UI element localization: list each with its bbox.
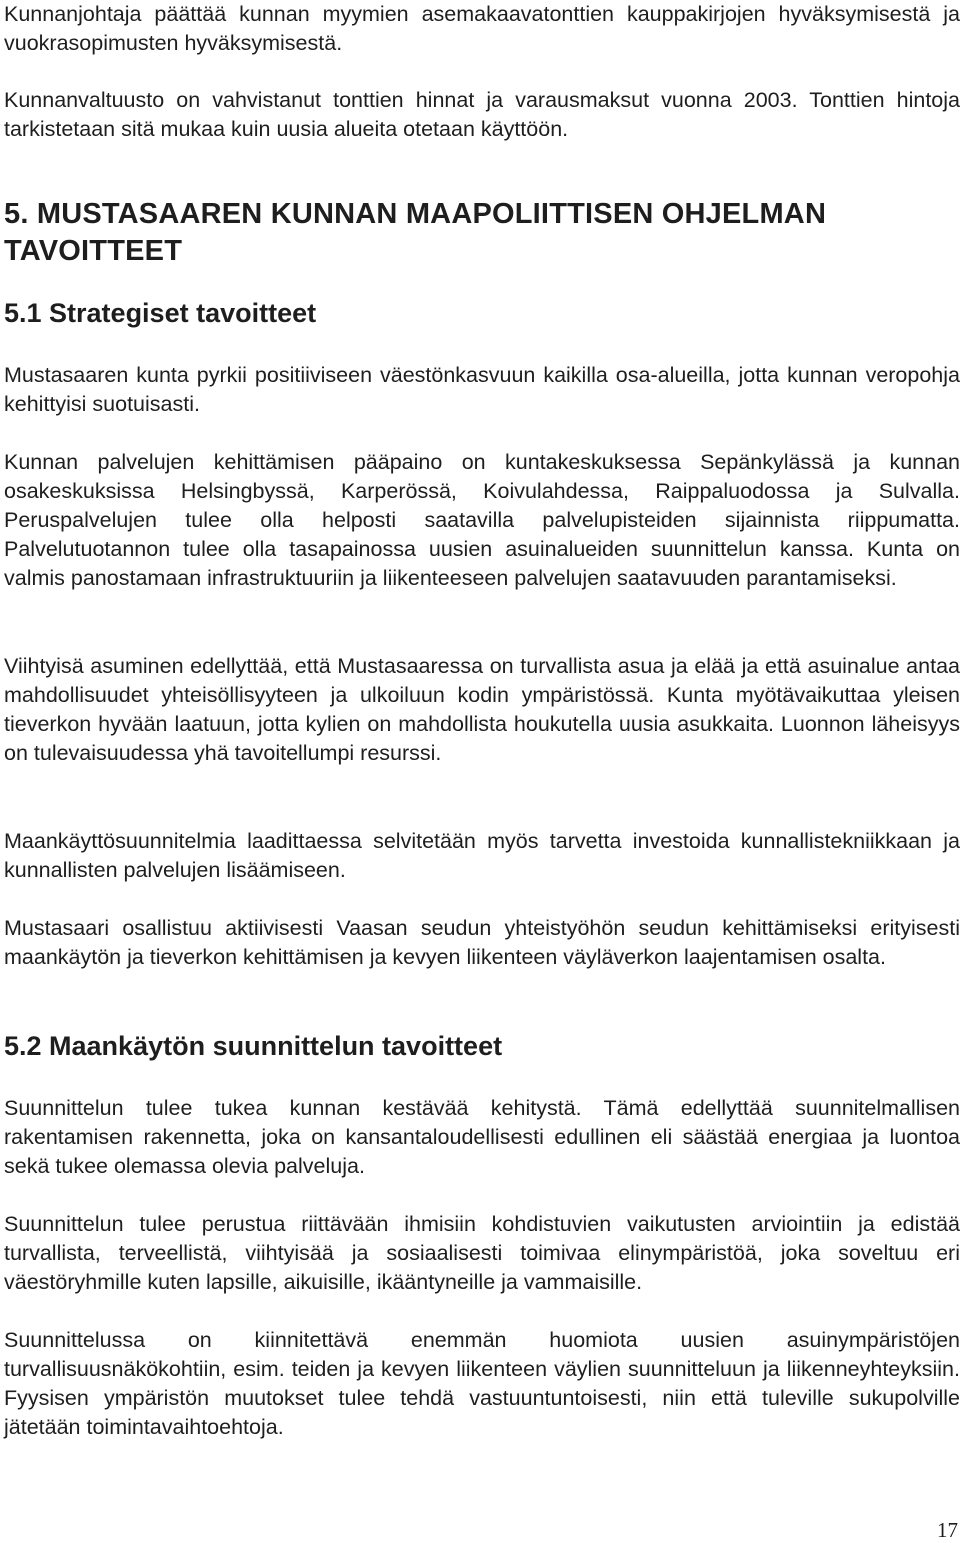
page-number: 17: [937, 1518, 958, 1542]
section-5-2-paragraph-3: Suunnittelussa on kiinnitettävä enemmän huomiota uusien asuinympäristöjen turvallisuusnäkökohtiin, esim. teiden ja kevyen liikenteen väylien suunnitteluun ja liikenneyhteyksiin. Fyysisen ympäristön muutokset tulee tehdä vastuuntuntoisesti, niin että tuleville sukupolville jätetään toimintavaihtoehtoja.: [4, 1328, 960, 1439]
section-5-2-paragraph-1: Suunnittelun tulee tukea kunnan kestävää kehitystä. Tämä edellyttää suunnitelmallisen rakentamisen rakennetta, joka on kansantaloudellisesti edullinen eli säästää energiaa ja luontoa sekä tukee olemassa olevia palveluja.: [4, 1096, 960, 1178]
section-5-1-paragraph-1: Mustasaaren kunta pyrkii positiiviseen väestönkasvuun kaikilla osa-alueilla, jotta kunnan veropohja kehittyisi suotuisasti.: [4, 363, 960, 416]
section-5-1-paragraph-3: Viihtyisä asuminen edellyttää, että Mustasaaressa on turvallista asua ja elää ja että asuinalue antaa mahdollisuudet yhteisöllisyyteen ja ulkoiluun kodin ympäristössä. Kunta myötävaikuttaa yleisen tieverkon hyvään laatuun, jotta kylien on mahdollista houkutella uusia asukkaita. Luonnon läheisyys on tulevaisuudessa yhä tavoitellumpi resurssi.: [4, 654, 960, 765]
section-5-2-heading: 5.2 Maankäytön suunnittelun tavoitteet: [4, 1031, 503, 1061]
section-5-1-paragraph-2: Kunnan palvelujen kehittämisen pääpaino on kuntakeskuksessa Sepänkylässä ja kunnan osakeskuksissa Helsingbyssä, Karperössä, Koivulahdessa, Raippaluodossa ja Sulvalla. Peruspalvelujen tulee olla helposti saatavilla palvelupisteiden sijainnista riippumatta. Palvelutuotannon tulee olla tasapainossa uusien asuinalueiden suunnittelun kanssa. Kunta on valmis panostamaan infrastruktuuriin ja liikenteeseen palvelujen saatavuuden parantamiseksi.: [4, 450, 960, 590]
section-5-heading: 5. MUSTASAAREN KUNNAN MAAPOLIITTISEN OHJELMAN TAVOITTEET: [4, 198, 827, 267]
intro-paragraph-1: Kunnanjohtaja päättää kunnan myymien asemakaavatonttien kauppakirjojen hyväksymisestä ja vuokrasopimusten hyväksymisestä.: [4, 2, 960, 55]
section-5-2-paragraph-2: Suunnittelun tulee perustua riittävään ihmisiin kohdistuvien vaikutusten arviointiin ja edistää turvallista, terveellistä, viihtyisää ja sosiaalisesti toimivaa elinympäristöä, joka soveltuu eri väestöryhmille kuten lapsille, aikuisille, ikääntyneille ja vammaisille.: [4, 1212, 960, 1294]
section-5-1-paragraph-5: Mustasaari osallistuu aktiivisesti Vaasan seudun yhteistyöhön seudun kehittämiseksi erityisesti maankäytön ja tieverkon kehittämisen ja kevyen liikenteen väyläverkon laajentamisen osalta.: [4, 916, 960, 969]
intro-paragraph-2: Kunnanvaltuusto on vahvistanut tonttien hinnat ja varausmaksut vuonna 2003. Tonttien hintoja tarkistetaan sitä mukaa kuin uusia alueita otetaan käyttöön.: [4, 88, 960, 141]
section-5-1-paragraph-4: Maankäyttösuunnitelmia laadittaessa selvitetään myös tarvetta investoida kunnallistekniikkaan ja kunnallisten palvelujen lisäämiseen.: [4, 829, 960, 882]
section-5-1-heading: 5.1 Strategiset tavoitteet: [4, 298, 317, 328]
